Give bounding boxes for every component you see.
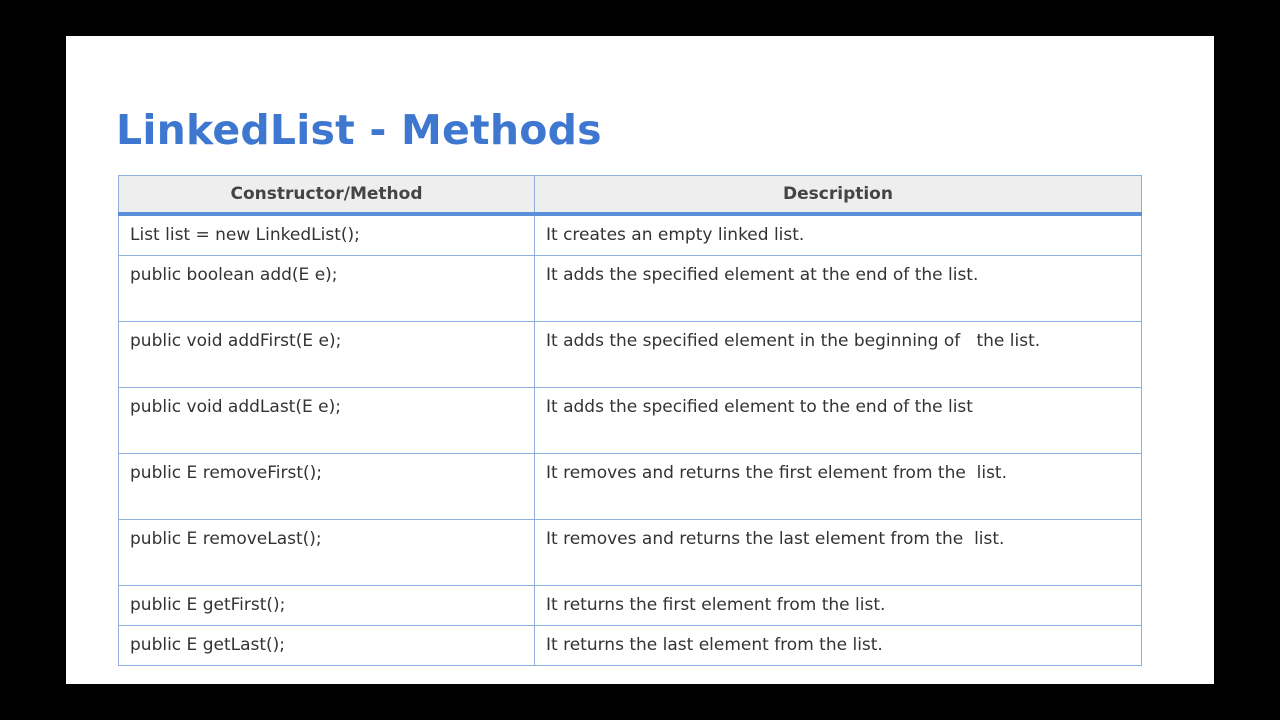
method-cell: public void addFirst(E e);: [119, 322, 535, 388]
method-cell: List list = new LinkedList();: [119, 214, 535, 256]
table-row: [119, 586, 1142, 626]
description-cell: It adds the specified element to the end of the list: [535, 388, 1142, 454]
description-cell: It adds the specified element at the end of the list.: [535, 256, 1142, 322]
description-cell: It returns the last element from the list.: [535, 626, 1142, 666]
description-cell: It creates an empty linked list.: [535, 214, 1142, 256]
table-row: [119, 214, 1142, 256]
table-row: [119, 626, 1142, 666]
description-cell: It removes and returns the last element from the list.: [535, 520, 1142, 586]
description-cell: It adds the specified element in the beginning of the list.: [535, 322, 1142, 388]
header-description: Description: [535, 176, 1142, 215]
table-row: [119, 454, 1142, 520]
methods-table: [118, 175, 1142, 666]
method-cell: public E removeFirst();: [119, 454, 535, 520]
table-header-row: [119, 176, 1142, 215]
table-row: [119, 322, 1142, 388]
slide: [66, 36, 1214, 684]
method-cell: public E removeLast();: [119, 520, 535, 586]
table-row: [119, 520, 1142, 586]
method-cell: public E getLast();: [119, 626, 535, 666]
header-method: Constructor/Method: [119, 176, 535, 215]
method-cell: public E getFirst();: [119, 586, 535, 626]
table-row: [119, 256, 1142, 322]
method-cell: public void addLast(E e);: [119, 388, 535, 454]
table-row: [119, 388, 1142, 454]
slide-title: LinkedList - Methods: [116, 106, 602, 154]
description-cell: It returns the first element from the list.: [535, 586, 1142, 626]
method-cell: public boolean add(E e);: [119, 256, 535, 322]
description-cell: It removes and returns the first element from the list.: [535, 454, 1142, 520]
